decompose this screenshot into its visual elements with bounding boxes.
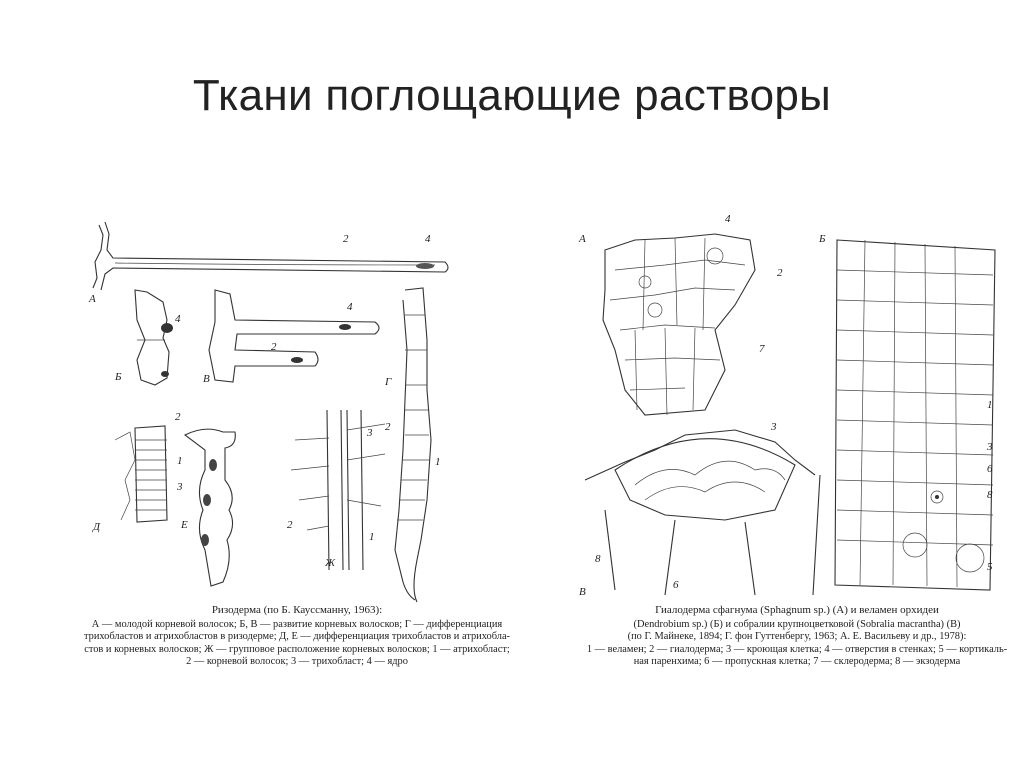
velamen-figure <box>575 210 1015 600</box>
root-hair-drawing-a <box>93 222 448 290</box>
number-label: 1 <box>177 455 183 467</box>
number-label: 7 <box>759 343 765 355</box>
cell-layer-drawing-d <box>115 426 167 522</box>
velamen-caption <box>570 604 1024 669</box>
caption-line: трихобластов и атрихобластов в ризодерме; Д, Е — дифференциация трихобластов и атрихобла- <box>83 631 511 642</box>
cell-column-drawing-g <box>395 288 431 602</box>
caption-line: ная паренхима; 6 — пропускная клетка; 7 — склеродерма; 8 — экзодерма <box>633 656 961 667</box>
caption-line: А — молодой корневой волосок; Б, В — развитие корневых волосков; Г — дифференциация <box>91 618 503 630</box>
rhizoderm-caption <box>78 604 516 669</box>
number-label: 3 <box>771 421 777 433</box>
panel-label-a: А <box>89 293 96 305</box>
number-label: 1 <box>369 531 375 543</box>
panel-label-v: В <box>579 586 586 598</box>
cell-drawing-v <box>209 290 379 382</box>
velamen-drawing-b <box>835 240 995 590</box>
number-label: 2 <box>777 267 783 279</box>
panel-label-b: Б <box>819 233 826 245</box>
number-label: 3 <box>987 441 993 453</box>
number-label: 2 <box>343 233 349 245</box>
number-label: 2 <box>385 421 391 433</box>
number-label: 1 <box>435 456 441 468</box>
caption-line: 2 — корневой волосок; 3 — трихобласт; 4 — ядро <box>186 656 408 667</box>
number-label: 2 <box>287 519 293 531</box>
panel-label-a: А <box>579 233 586 245</box>
number-label: 4 <box>347 301 353 313</box>
panel-label-zh: Ж <box>325 557 336 569</box>
panel-label-b: Б <box>115 371 122 383</box>
panel-label-d: Д <box>93 521 100 533</box>
slide-title: Ткани поглощающие растворы <box>192 71 832 120</box>
caption-line: стов и корневых волосков; Ж — групповое расположение корневых волосков; 1 — атрихобласт; <box>84 643 510 655</box>
panel-label-v: В <box>203 373 210 385</box>
number-label: 2 <box>175 411 181 423</box>
panel-label-e: Е <box>181 519 188 531</box>
hyalodermis-drawing-a <box>603 234 755 415</box>
cell-drawing-b <box>135 290 173 385</box>
number-label: 6 <box>987 463 993 475</box>
number-label: 3 <box>177 481 183 493</box>
velamen-drawing-v <box>585 430 820 595</box>
number-label: 1 <box>987 399 993 411</box>
number-label: 8 <box>987 489 993 501</box>
cell-chain-drawing-e <box>185 429 235 586</box>
number-label: 4 <box>175 313 181 325</box>
caption-line: 1 — веламен; 2 — гиалодерма; 3 — кроющая клетка; 4 — отверстия в стенках; 5 — кортикаль- <box>586 643 1008 655</box>
number-label: 4 <box>425 233 431 245</box>
number-label: 2 <box>271 341 277 353</box>
caption-title: Гиалодерма сфагнума (Sphagnum sp.) (А) и веламен орхидеи <box>655 604 939 616</box>
caption-title: Ризодерма (по Б. Кауссманну, 1963): <box>211 604 383 616</box>
number-label: 5 <box>987 561 993 573</box>
rhizoderm-figure <box>85 210 465 605</box>
number-label: 3 <box>367 427 373 439</box>
number-label: 8 <box>595 553 601 565</box>
caption-line: (по Г. Майнеке, 1894; Г. фон Гуттенбергу, 1963; А. Е. Васильеву и др., 1978): <box>627 631 967 642</box>
panel-label-g: Г <box>385 376 392 388</box>
number-label: 4 <box>725 213 731 225</box>
number-label: 6 <box>673 579 679 591</box>
caption-line: (Dendrobium sp.) (Б) и собралии крупноцветковой (Sobralia macrantha) (В) <box>633 618 961 630</box>
